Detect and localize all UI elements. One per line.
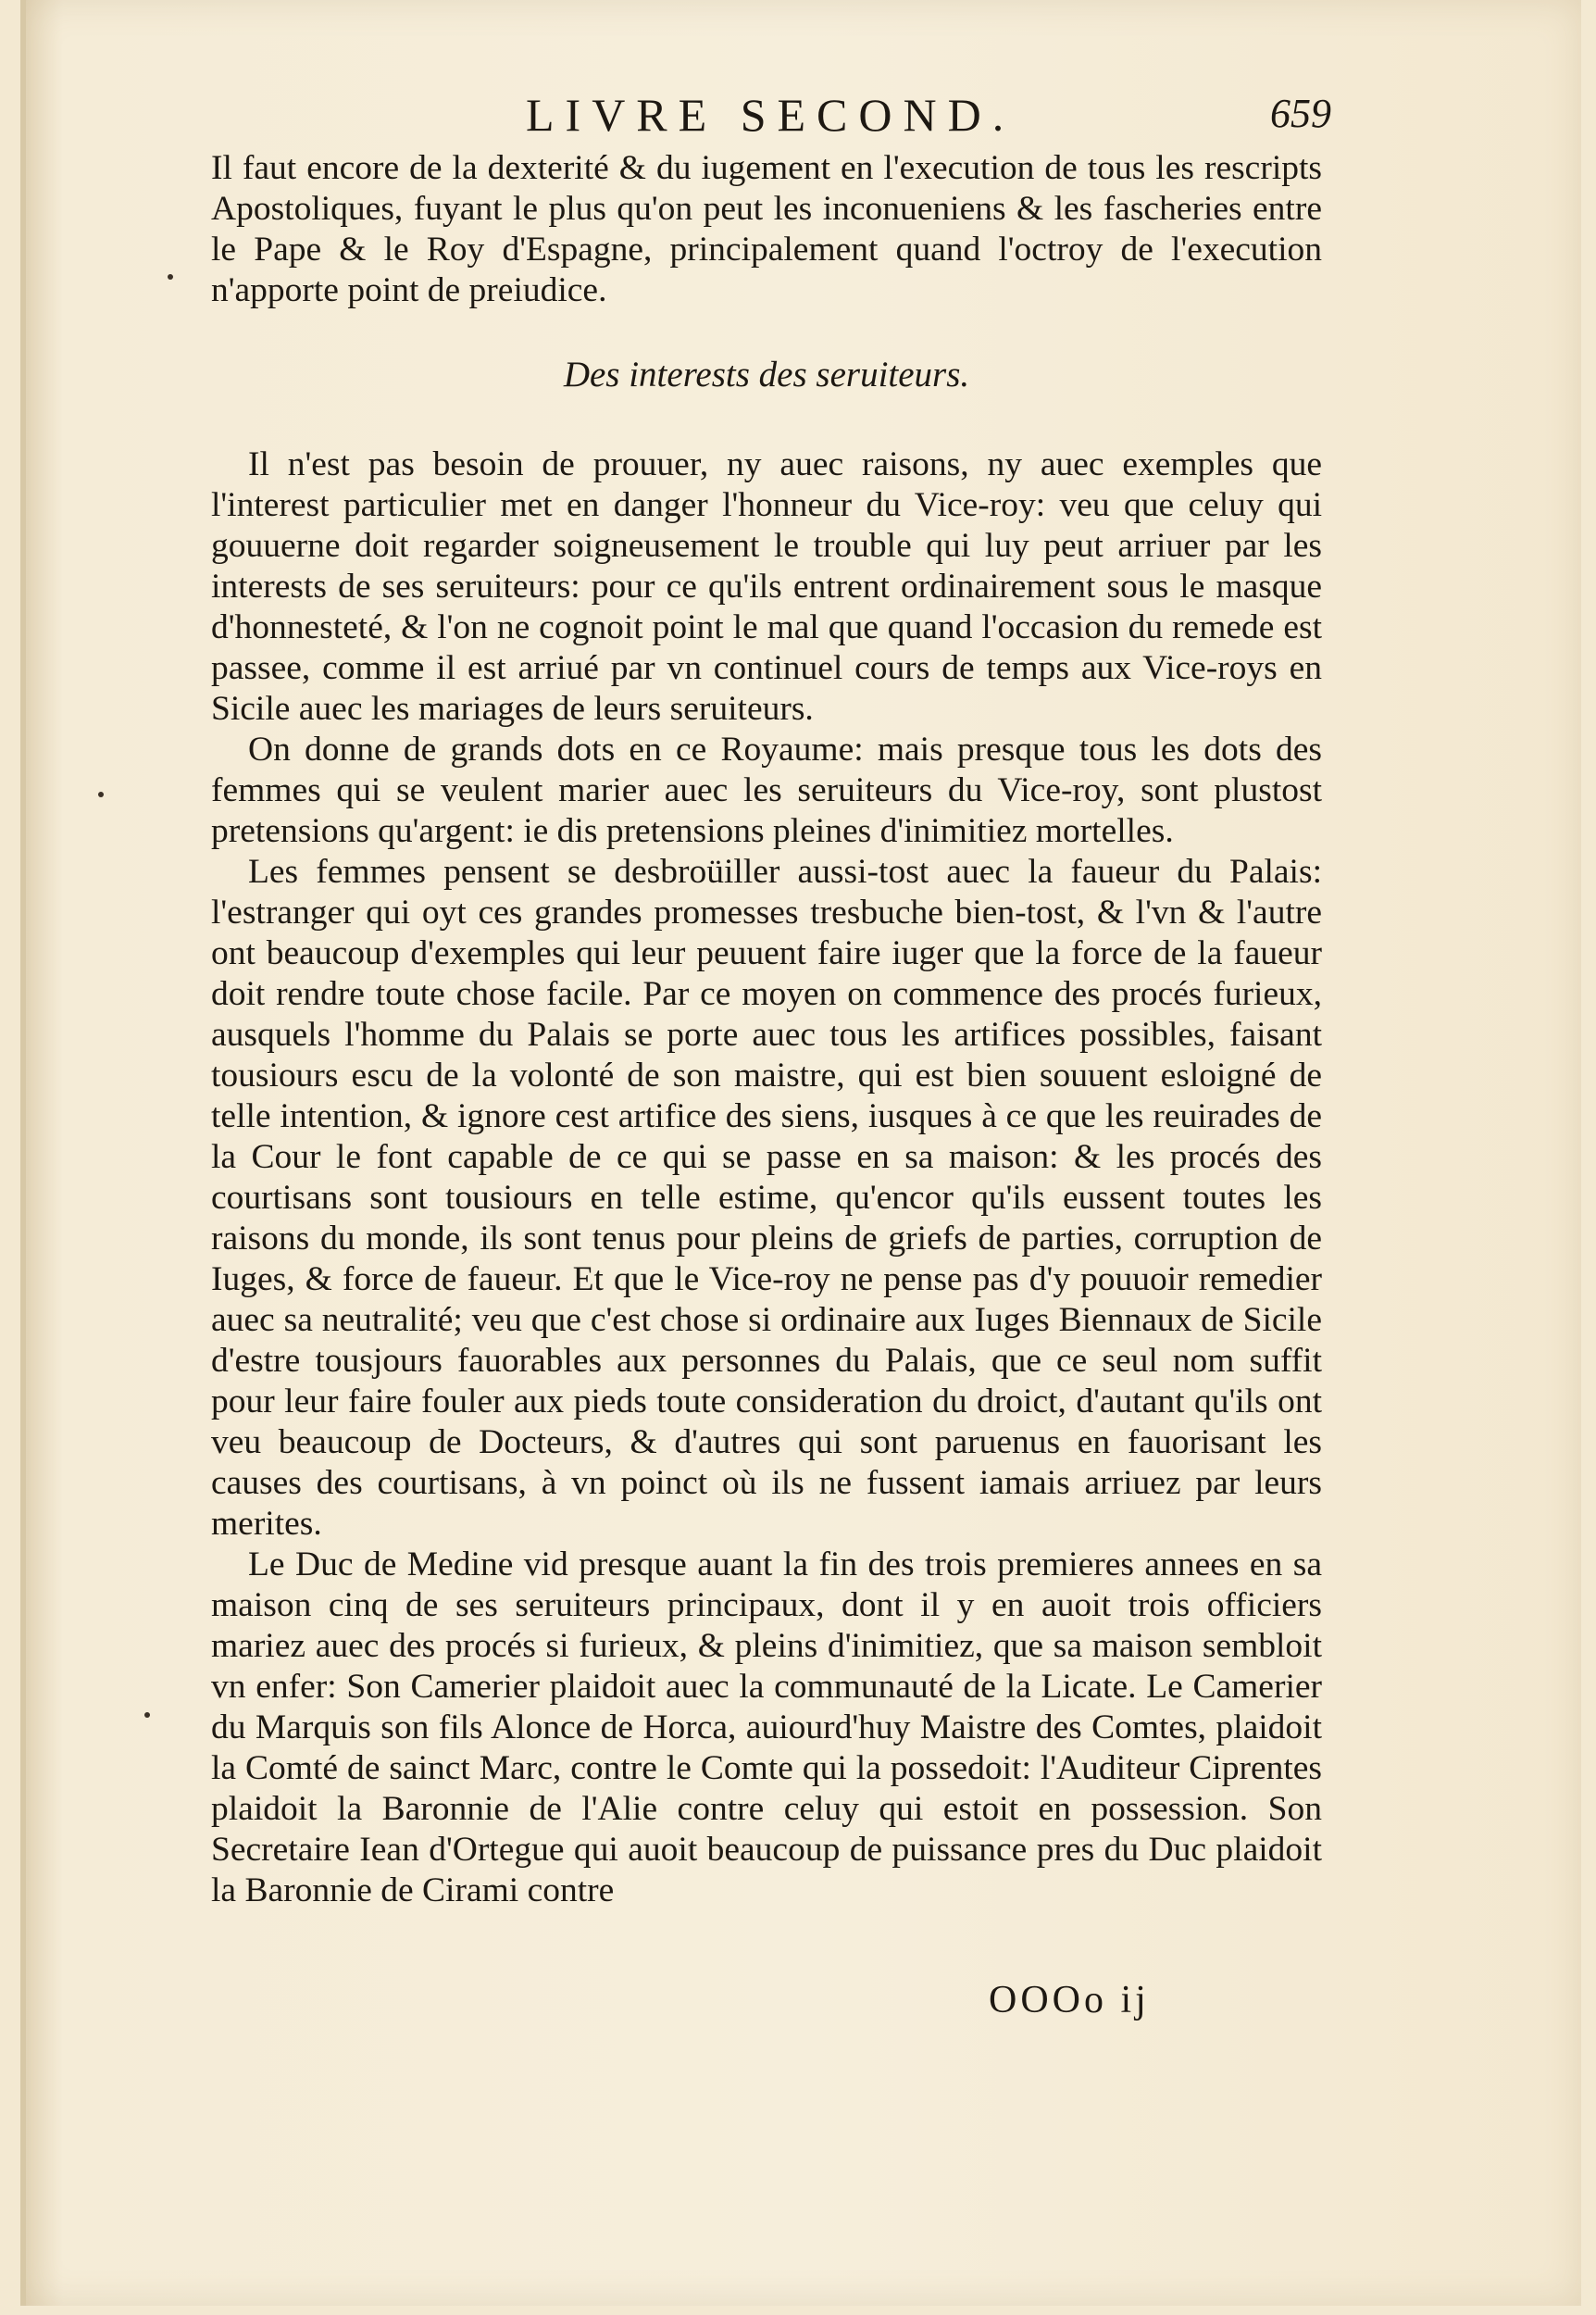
signature-mark: OOOo ij	[989, 1979, 1150, 2021]
paragraph-1: Il n'est pas besoin de prouuer, ny auec raisons, ny auec exemples que l'interest particulier met en danger l'honneur du Vice-roy: veu que celuy qui gouuerne doit regarder soigneusement le trouble qui luy peut arriuer par les interests de ses seruiteurs: pour ce qu'ils entrent ordinairement sous le masque d'honnesteté, & l'on ne cognoit point le mal que quand l'occasion du remede est passee, comme il est arriué par vn continuel cours de temps aux Vice-roys en Sicile auec les mariages de leurs seruiteurs.	[211, 445, 1322, 728]
margin-dot	[98, 792, 104, 797]
paragraph-2: On donne de grands dots en ce Royaume: mais presque tous les dots des femmes qui se veulent marier auec les seruiteurs du Vice-roy, sont plustost pretensions qu'argent: ie dis pretensions pleines d'inimitiez mortelles.	[211, 731, 1322, 850]
book-page	[20, 0, 1581, 2306]
paragraph-4: Le Duc de Medine vid presque auant la fin des trois premieres annees en sa maison cinq de ses seruiteurs principaux, dont il y en auoit trois officiers mariez auec des procés si furieux, & pleins d'inimitiez, que sa maison sembloit vn enfer: Son Camerier plaidoit auec la communauté de la Licate. Le Camerier du Marquis son fils Alonce de Horca, auiourd'huy Maistre des Comtes, plaidoit la Comté de sainct Marc, contre le Comte qui la possedoit: l'Auditeur Ciprentes plaidoit la Baronnie de l'Alie contre celuy qui estoit en possession. Son Secretaire Iean d'Ortegue qui auoit beaucoup de puissance pres du Duc plaidoit la Baronnie de Cirami contre	[211, 1545, 1322, 1909]
page-header	[202, 88, 1331, 144]
paragraph-opening: Il faut encore de la dexterité & du iugement en l'execution de tous les rescripts Apostoliques, fuyant le plus qu'on peut les inconueniens & les fascheries entre le Pape & le Roy d'Espagne, principalement quand l'octroy de l'execution n'apporte point de preiudice.	[211, 149, 1322, 309]
margin-dot	[168, 274, 173, 280]
running-head: LIVRE SECOND.	[526, 89, 1016, 141]
page-number: 659	[1270, 91, 1331, 136]
main-text	[211, 148, 1322, 1911]
paragraph-3: Les femmes pensent se desbroüiller aussi-tost auec la faueur du Palais: l'estranger qui oyt ces grandes promesses tresbuche bien-tost, & l'vn & l'autre ont beaucoup d'exemples qui leur peuuent faire iuger que la force de la faueur doit rendre toute chose facile. Par ce moyen on commence des procés furieux, ausquels l'homme du Palais se porte auec tous les artifices possibles, faisant tousiours escu de la volonté de son maistre, qui est bien souuent esloigné de telle intention, & ignore cest artifice des siens, iusques à ce que les reuirades de la Cour le font capable de ce qui se passe en sa maison: & les procés des courtisans sont tousiours en telle estime, qu'encor qu'ils eussent toutes les raisons du monde, ils sont tenus pour pleins de griefs de parties, corruption de Iuges, & force de faueur. Et que le Vice-roy ne pense pas d'y pouuoir remedier auec sa neutralité; veu que c'est chose si ordinaire aux Iuges Biennaux de Sicile d'estre tousjours fauorables aux personnes du Palais, que ce seul nom suffit pour leur faire fouler aux pieds toute consideration du droict, d'autant qu'ils ont veu beaucoup de Docteurs, & d'autres qui sont paruenus en fauorisant les causes des courtisans, à vn poinct où ils ne fussent iamais arriuez par leurs merites.	[211, 853, 1322, 1543]
margin-dot	[144, 1712, 150, 1718]
section-heading: Des interests des seruiteurs.	[563, 355, 970, 394]
